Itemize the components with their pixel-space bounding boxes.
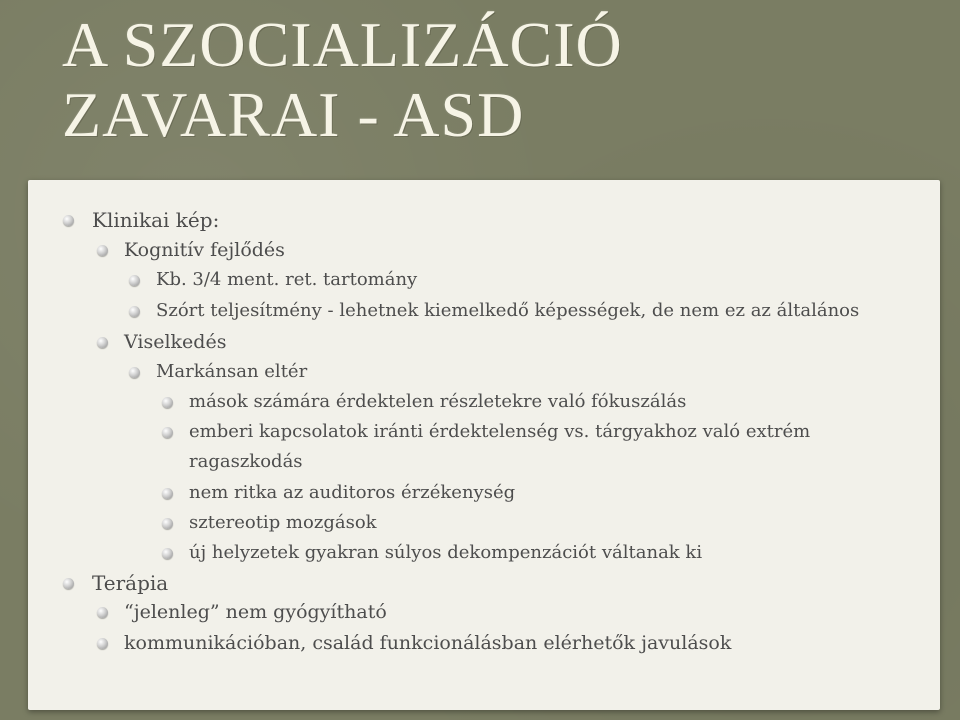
bullet-icon [129,306,140,317]
bullet-icon [162,518,173,529]
bullet-icon [97,607,108,618]
bullet-icon [162,488,173,499]
list-item-level-3: Szórt teljesítmény - lehetnek kiemelkedő képességek, de nem ez az általános [156,300,860,321]
bullet-icon [63,215,74,226]
list-item-level-1: Klinikai kép: [92,208,220,232]
bullet-icon [97,337,108,348]
list-item-level-2: “jelenleg” nem gyógyítható [124,601,387,623]
list-item-level-4: mások számára érdektelen részletekre való fókuszálás [189,391,687,412]
list-item-level-3: Kb. 3/4 ment. ret. tartomány [156,269,418,290]
bullet-icon [97,245,108,256]
list-item-level-4: sztereotip mozgások [189,512,377,533]
slide-title-line-2: ZAVARAI - ASD [62,79,525,150]
list-item-level-2: Kognitív fejlődés [124,239,285,261]
list-item-level-4-continuation: ragaszkodás [189,451,303,472]
bullet-icon [63,578,74,589]
bullet-icon [129,367,140,378]
bullet-icon [162,427,173,438]
list-item-level-1: Terápia [92,571,169,595]
list-item-level-2: Viselkedés [124,331,227,353]
list-item-level-3: Markánsan eltér [156,361,308,382]
bullet-icon [97,638,108,649]
list-item-level-2: kommunikációban, család funkcionálásban elérhetők javulások [124,632,732,654]
list-item-level-4: új helyzetek gyakran súlyos dekompenzációt váltanak ki [189,542,703,563]
list-item-level-4: emberi kapcsolatok iránti érdektelenség vs. tárgyakhoz való extrém [189,421,811,442]
bullet-icon [162,548,173,559]
bullet-icon [129,275,140,286]
slide-title [62,10,623,150]
bullet-icon [162,397,173,408]
list-item-level-4: nem ritka az auditoros érzékenység [189,482,516,503]
slide-title-line-1: A SZOCIALIZÁCIÓ [62,9,623,80]
